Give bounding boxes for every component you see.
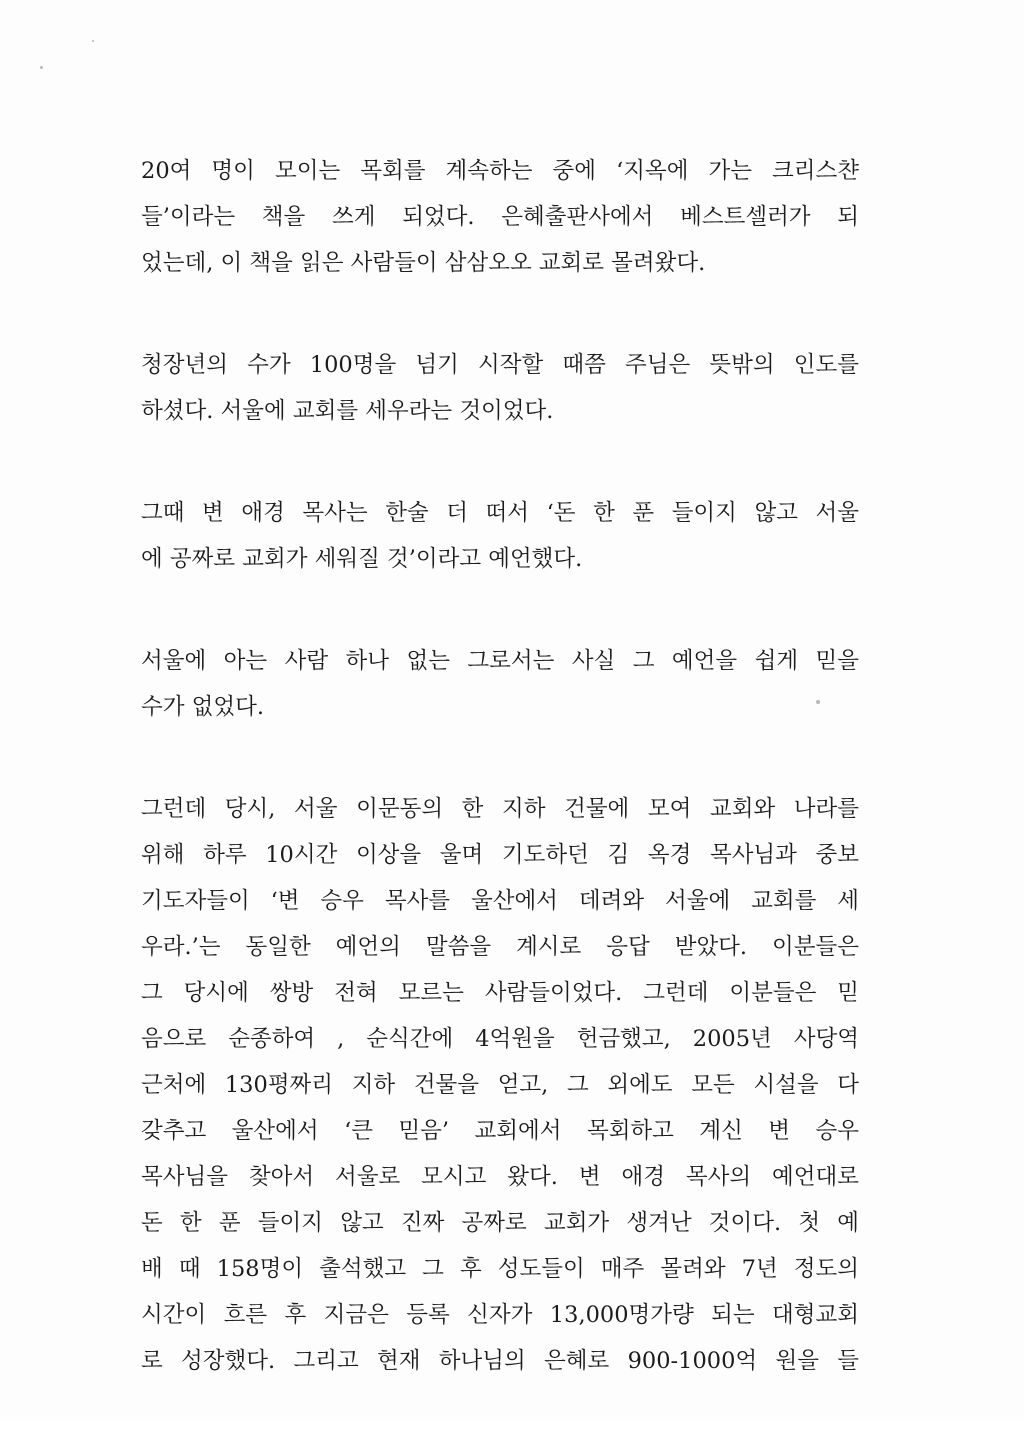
text-line: 수가 없었다.: [141, 694, 264, 720]
text-line: 그 당시에 쌍방 전혀 모르는 사람들이었다. 그런데 이분들은 믿: [141, 980, 859, 1006]
text-line: 우라.’는 동일한 예언의 말씀을 계시로 응답 받았다. 이분들은: [141, 934, 859, 960]
text-line: 음으로 순종하여 , 순식간에 4억원을 헌금했고, 2005년 사당역: [141, 1026, 859, 1052]
text-line: 들’이라는 책을 쓰게 되었다. 은혜출판사에서 베스트셀러가 되: [141, 204, 859, 230]
paragraph-3: [141, 490, 859, 582]
text-line: 기도자들이 ‘변 승우 목사를 울산에서 데려와 서울에 교회를 세: [141, 888, 859, 914]
text-line: 목사님을 찾아서 서울로 모시고 왔다. 변 애경 목사의 예언대로: [141, 1164, 859, 1190]
text-line: 었는데, 이 책을 읽은 사람들이 삼삼오오 교회로 몰려왔다.: [141, 250, 706, 276]
scan-speck: [92, 40, 94, 42]
text-line: 위해 하루 10시간 이상을 울며 기도하던 김 옥경 목사님과 중보: [141, 842, 859, 868]
text-line: 그때 변 애경 목사는 한술 더 떠서 ‘돈 한 푼 들이지 않고 서울: [141, 500, 859, 526]
scan-speck: [40, 66, 43, 69]
paragraph-1: [141, 148, 859, 286]
text-line: 에 공짜로 교회가 세워질 것’이라고 예언했다.: [141, 546, 583, 572]
text-line: 20여 명이 모이는 목회를 계속하는 중에 ‘지옥에 가는 크리스챤: [141, 158, 859, 184]
text-line: 하셨다. 서울에 교회를 세우라는 것이었다.: [141, 398, 554, 424]
paragraph-2: [141, 342, 859, 434]
text-line: 갖추고 울산에서 ‘큰 믿음’ 교회에서 목회하고 계신 변 승우: [141, 1118, 859, 1144]
paragraph-5: [141, 786, 859, 1384]
text-line: 돈 한 푼 들이지 않고 진짜 공짜로 교회가 생겨난 것이다. 첫 예: [141, 1210, 859, 1236]
document-body: [141, 148, 859, 1440]
text-line: 서울에 아는 사람 하나 없는 그로서는 사실 그 예언을 쉽게 믿을: [141, 648, 859, 674]
text-line: 근처에 130평짜리 지하 건물을 얻고, 그 외에도 모든 시설을 다: [141, 1072, 859, 1098]
paragraph-4: [141, 638, 859, 730]
text-line: 배 때 158명이 출석했고 그 후 성도들이 매주 몰려와 7년 정도의: [141, 1256, 859, 1282]
text-line: 그런데 당시, 서울 이문동의 한 지하 건물에 모여 교회와 나라를: [141, 796, 859, 822]
text-line: 청장년의 수가 100명을 넘기 시작할 때쯤 주님은 뜻밖의 인도를: [141, 352, 859, 378]
text-line: 시간이 흐른 후 지금은 등록 신자가 13,000명가량 되는 대형교회: [141, 1302, 859, 1328]
text-line: 로 성장했다. 그리고 현재 하나님의 은혜로 900-1000억 원을 들: [141, 1348, 859, 1374]
